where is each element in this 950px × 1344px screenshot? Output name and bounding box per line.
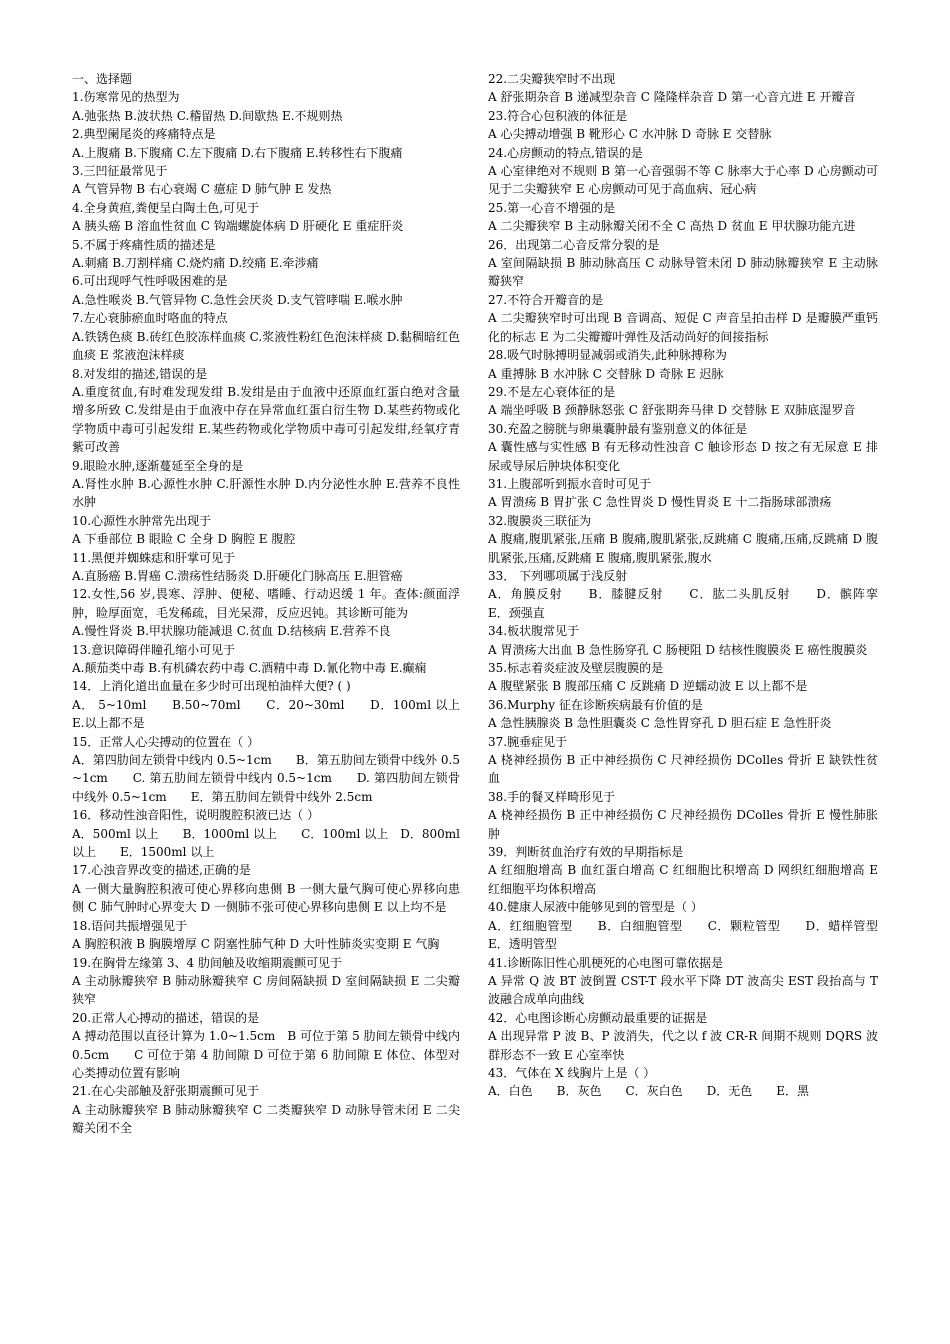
question-stem: 32.腹膜炎三联征为	[488, 513, 592, 528]
question-stem: 5.不属于疼痛性质的描述是	[72, 237, 216, 252]
answer-options: A 一侧大量胸腔积液可使心界移向患侧 B 一侧大量气胸可使心界移向患侧 C 肺气肿时心界变大 D 一侧肺不张可使心界移向患侧 E 以上均不是	[72, 881, 460, 915]
answer-options: A 心尖搏动增强 B 靴形心 C 水冲脉 D 奇脉 E 交替脉	[488, 127, 772, 142]
answer-options: A.弛张热 B.波状热 C.稽留热 D.间歇热 E.不规则热	[72, 108, 343, 123]
question-stem: 30.充盈之膀胱与卵巢囊肿最有鉴别意义的体征是	[488, 421, 748, 436]
answer-options: A 舒张期杂音 B 递减型杂音 C 隆隆样杂音 D 第一心音亢进 E 开瓣音	[488, 90, 856, 105]
answer-options: A．500ml 以上 B．1000ml 以上 C．100ml 以上 D．800ml以上 E．1500ml 以上	[72, 826, 460, 860]
question-stem: 24.心房颤动的特点,错误的是	[488, 145, 643, 160]
answer-options: A 气管异物 B 右心衰竭 C 癔症 D 肺气肿 E 发热	[72, 182, 332, 197]
section-heading: 一、选择题	[72, 72, 133, 86]
answer-options: A 胃溃疡大出血 B 急性肠穿孔 C 肠梗阻 D 结核性腹膜炎 E 癌性腹膜炎	[488, 642, 868, 657]
answer-options: A 重搏脉 B 水冲脉 C 交替脉 D 奇脉 E 迟脉	[488, 366, 724, 381]
answer-options: A.上腹痛 B.下腹痛 C.左下腹痛 D.右下腹痛 E.转移性右下腹痛	[72, 145, 403, 160]
answer-options: A.刺痛 B.刀割样痛 C.烧灼痛 D.绞痛 E.牵涉痛	[72, 256, 319, 271]
answer-options: A． 5~10ml B.50~70ml C．20~30ml D．100ml 以上 E.以上都不是	[72, 697, 460, 731]
question-stem: 39．判断贫血治疗有效的早期指标是	[488, 845, 684, 860]
question-stem: 9.眼睑水肿,逐渐蔓延至全身的是	[72, 458, 244, 473]
question-stem: 19.在胸骨左缘第 3、4 肋间触及收缩期震颤可见于	[72, 955, 342, 970]
question-stem: 12.女性,56 岁,畏寒、浮肿、便秘、嗜睡、行动迟缓 1 年。查体:颜面浮肿，睑厚面宽，毛发稀疏，目光呆滞，反应迟钝。其诊断可能为	[72, 587, 460, 620]
question-stem: 34.板状腹常见于	[488, 624, 580, 639]
answer-options: A 桡神经损伤 B 正中神经损伤 C 尺神经损伤 DColles 骨折 E 慢性肺胀肿	[488, 808, 878, 841]
question-stem: 33． 下列哪项属于浅反射	[488, 568, 628, 583]
question-stem: 6.可出现呼气性呼吸困难的是	[72, 274, 228, 289]
answer-options: A 桡神经损伤 B 正中神经损伤 C 尺神经损伤 DColles 骨折 E 缺铁性贫血	[488, 753, 878, 786]
answer-options: A 急性胰腺炎 B 急性胆囊炎 C 急性胃穿孔 D 胆石症 E 急性肝炎	[488, 716, 832, 731]
question-stem: 40.健康人尿液中能够见到的管型是（ ）	[488, 900, 703, 915]
question-stem: 4.全身黄疸,粪便呈白陶土色,可见于	[72, 200, 260, 215]
answer-options: A 端坐呼吸 B 颈静脉怒张 C 舒张期奔马律 D 交替脉 E 双肺底湿罗音	[488, 403, 856, 418]
answer-options: A．角膜反射 B．膝腱反射 C．肱二头肌反射 D．髌阵挛 E．颈强直	[488, 587, 903, 620]
question-stem: 18.语问共振增强见于	[72, 918, 188, 933]
question-stem: 35.标志着炎症波及壁层腹膜的是	[488, 661, 664, 675]
answer-options: A 二尖瓣狭窄 B 主动脉瓣关闭不全 C 高热 D 贫血 E 甲状腺功能亢进	[488, 219, 856, 234]
question-stem: 31.上腹部听到振水音时可见于	[488, 476, 652, 491]
answer-options: A 下垂部位 B 眼睑 C 全身 D 胸腔 E 腹腔	[72, 532, 296, 547]
answer-options: A 室间隔缺损 B 肺动脉高压 C 动脉导管未闭 D 肺动脉瓣狭窄 E 主动脉瓣狭窄	[488, 256, 878, 289]
answer-options: A 腹痛,腹肌紧张,压痛 B 腹痛,腹肌紧张,反跳痛 C 腹痛,压痛,反跳痛 D 腹肌紧张,压痛,反跳痛 E 腹痛,腹肌紧张,腹水	[488, 532, 878, 565]
answer-options: A 胸腔积液 B 胸膜增厚 C 阴塞性肺气种 D 大叶性肺炎实变期 E 气胸	[72, 937, 440, 952]
answer-options: A 异常 Q 波 BT 波倒置 CST-T 段水平下降 DT 波高尖 EST 段抬高与 T 波融合成单向曲线	[488, 973, 878, 1007]
question-stem: 42．心电图诊断心房颤动最重要的证据是	[488, 1010, 708, 1025]
answer-options: A 出现异常 P 波 B、P 波消失，代之以 f 波 CR-R 间期不规则 DQRS 波群形态不一致 E 心室率快	[488, 1029, 878, 1062]
question-stem: 1.伤寒常见的热型为	[72, 90, 180, 105]
question-stem: 26．出现第二心音反常分裂的是	[488, 237, 660, 252]
answer-options: A．白色 B．灰色 C．灰白色 D．无色 E．黑	[488, 1084, 810, 1099]
question-stem: 10.心源性水肿常先出现于	[72, 513, 212, 528]
answer-options: A.肾性水肿 B.心源性水肿 C.肝源性水肿 D.内分泌性水肿 E.营养不良性水肿	[72, 476, 460, 510]
question-stem: 36.Murphy 征在诊断疾病最有价值的是	[488, 697, 703, 712]
left-column	[72, 70, 460, 1138]
answer-options: A 胃溃疡 B 胃扩张 C 急性胃炎 D 慢性胃炎 E 十二指肠球部溃疡	[488, 495, 832, 510]
question-stem: 43．气体在 X 线胸片上是（ ）	[488, 1065, 656, 1080]
answer-options: A.直肠癌 B.胃癌 C.溃疡性结肠炎 D.肝硬化门脉高压 E.胆管癌	[72, 568, 403, 583]
question-stem: 21.在心尖部触及舒张期震颤可见于	[72, 1084, 260, 1099]
question-stem: 8.对发绀的描述,错误的是	[72, 366, 208, 381]
question-stem: 27.不符合开瓣音的是	[488, 292, 604, 307]
question-stem: 37.腕垂症见于	[488, 734, 568, 749]
answer-options: A 主动脉瓣狭窄 B 肺动脉瓣狭窄 C 二类瓣狭窄 D 动脉导管未闭 E 二尖瓣关闭不全	[72, 1102, 460, 1136]
question-stem: 22.二尖瓣狭窄时不出现	[488, 72, 616, 86]
answer-options: A.铁锈色痰 B.砖红色胶冻样血痰 C.浆液性粉红色泡沫样痰 D.黏稠暗红色血痰 E 浆液泡沫样痰	[72, 329, 460, 363]
question-stem: 16．移动性浊音阳性，说明腹腔积液已达（ ）	[72, 808, 320, 823]
question-stem: 29.不是左心衰体征的是	[488, 384, 616, 399]
answer-options: A 囊性感与实性感 B 有无移动性浊音 C 触诊形态 D 按之有无尿意 E 排尿或导尿后肿块体积变化	[488, 440, 878, 473]
question-stem: 41.诊断陈旧性心肌梗死的心电图可靠依据是	[488, 955, 724, 970]
answer-options: A.重度贫血,有时难发现发绀 B.发绀是由于血液中还原血红蛋白绝对含量增多所致 C.发绀是由于血液中存在异常血红蛋白衍生物 D.某些药物或化学物质中毒可引起发绀 E.某些药物或化学物质中毒可引起发绀,经氧疗青紫可改善	[72, 384, 460, 455]
right-column	[488, 70, 903, 1101]
question-stem: 3.三凹征最常见于	[72, 164, 168, 179]
question-stem: 11.黑便并蜘蛛痣和肝掌可见于	[72, 550, 236, 565]
answer-options: A 主动脉瓣狭窄 B 肺动脉瓣狭窄 C 房间隔缺损 D 室间隔缺损 E 二尖瓣狭窄	[72, 973, 460, 1007]
answer-options: A 胰头癌 B 溶血性贫血 C 钩端螺旋体病 D 肝硬化 E 重症肝炎	[72, 219, 404, 234]
answer-options: A.慢性肾炎 B.甲状腺功能减退 C.贫血 D.结核病 E.营养不良	[72, 624, 391, 639]
answer-options: A 二尖瓣狭窄时可出现 B 音调高、短促 C 声音呈拍击样 D 是瓣膜严重钙化的标志 E 为二尖瓣瓣叶弹性及活动尚好的间接指标	[488, 311, 878, 344]
question-stem: 28.吸气时脉搏明显减弱或消失,此种脉搏称为	[488, 348, 727, 363]
question-stem: 25.第一心音不增强的是	[488, 200, 616, 215]
answer-options: A．第四肋间左锁骨中线内 0.5~1cm B．第五肋间左锁骨中线外 0.5~1cm C. 第五肋间左锁骨中线内 0.5~1cm D. 第四肋间左锁骨中线外 0.5~1cm E．第五肋间左锁骨中线外 2.5cm	[72, 753, 460, 804]
answer-options: A.颠茄类中毒 B.有机磷农药中毒 C.酒精中毒 D.氰化物中毒 E.癫痫	[72, 661, 427, 675]
answer-options: A.急性喉炎 B.气管异物 C.急性会厌炎 D.支气管哮喘 E.喉水肿	[72, 292, 403, 307]
question-stem: 38.手的餐叉样畸形见于	[488, 789, 616, 804]
question-stem: 2.典型阑尾炎的疼痛特点是	[72, 127, 216, 142]
answer-options: A 搏动范围以直径计算为 1.0~1.5cm B 可位于第 5 肋间左锁骨中线内 0.5cm C 可位于第 4 肋间隙 D 可位于第 6 肋间隙 E 体位、体型对心类搏动位置有影响	[72, 1029, 460, 1080]
question-stem: 23.符合心包积液的体征是	[488, 108, 628, 123]
answer-options: A 心室律绝对不规则 B 第一心音强弱不等 C 脉率大于心率 D 心房颤动可见于二尖瓣狭窄 E 心房颤动可见于高血病、冠心病	[488, 164, 878, 197]
question-stem: 15．正常人心尖搏动的位置在（ ）	[72, 734, 260, 749]
answer-options: A．红细胞管型 B．白细胞管型 C．颗粒管型 D．蜡样管型 E．透明管型	[488, 918, 903, 952]
answer-options: A 腹壁紧张 B 腹部压痛 C 反跳痛 D 逆蠕动波 E 以上都不是	[488, 679, 808, 694]
question-stem: 14．上消化道出血量在多少时可出现柏油样大便? ( )	[72, 679, 351, 694]
question-stem: 17.心浊音界改变的描述,正确的是	[72, 863, 251, 878]
question-stem: 7.左心衰肺瘀血时咯血的特点	[72, 311, 228, 326]
question-stem: 13.意识障碍伴瞳孔缩小可见于	[72, 642, 236, 657]
question-stem: 20.正常人心搏动的描述，错误的是	[72, 1010, 260, 1025]
answer-options: A 红细胞增高 B 血红蛋白增高 C 红细胞比积增高 D 网织红细胞增高 E 红细胞平均体积增高	[488, 863, 878, 896]
